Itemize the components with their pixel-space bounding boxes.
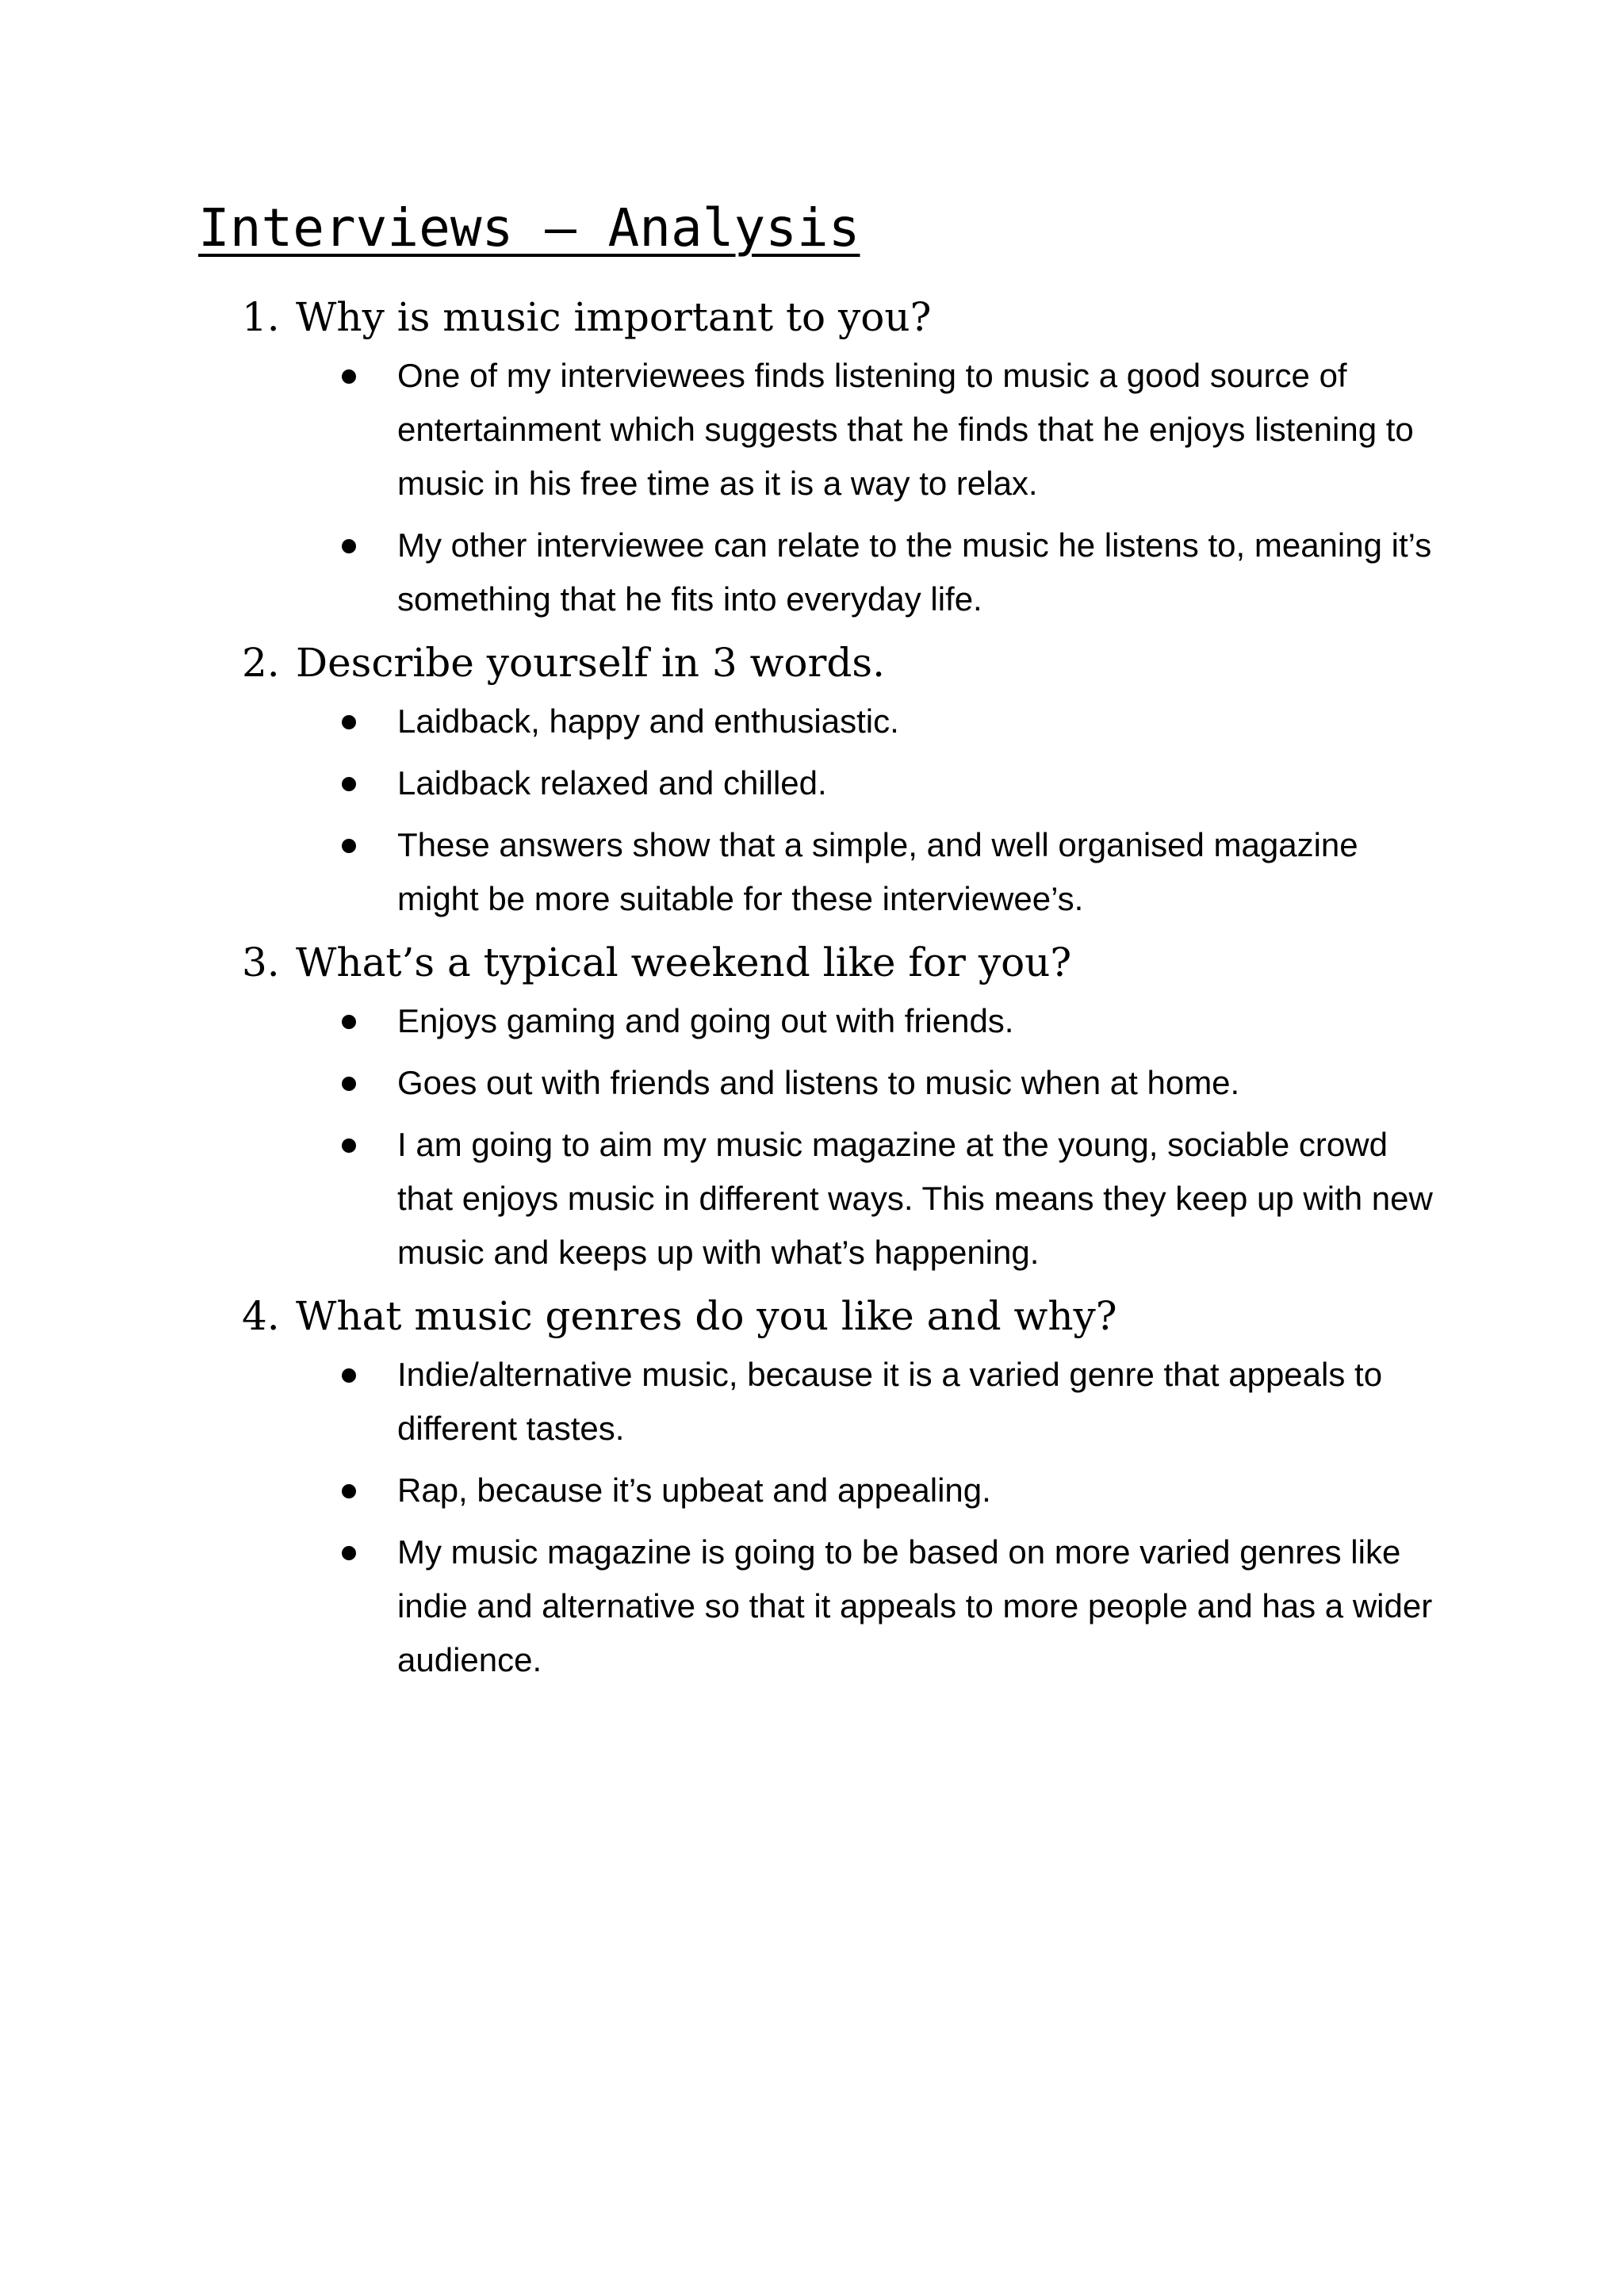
page-title: Interviews – Analysis [198,197,860,258]
list-item-text: My music magazine is going to be based on more varied genres like indie and alternative so that it appeals to more people and has a wider audience. [397,1533,1433,1678]
question-heading [242,634,1431,691]
list-item-text: My other interviewee can relate to the music he listens to, meaning it’s something that he fits into everyday life. [397,526,1432,618]
list-item [340,1464,1434,1517]
list-item-text: Enjoys gaming and going out with friends. [397,1002,1014,1039]
question-heading [242,289,1431,346]
answer-list [242,994,1434,1280]
list-item-text: These answers show that a simple, and well organised magazine might be more suitable for these interviewee’s. [397,826,1358,917]
bullet-icon [342,539,356,553]
bullet-icon [342,777,356,791]
list-item-text: Rap, because it’s upbeat and appealing. [397,1471,991,1509]
question-text: What’s a typical weekend like for you? [296,939,1072,985]
list-item-text: I am going to aim my music magazine at the young, sociable crowd that enjoys music in different ways. This means they keep up with new music and keeps up with what’s happening. [397,1126,1433,1271]
list-item [340,994,1434,1048]
question-item [242,289,1431,626]
question-text: Why is music important to you? [296,294,932,340]
list-item [340,349,1434,511]
question-number: 2. [242,640,280,686]
question-number: 4. [242,1293,280,1339]
question-text: Describe yourself in 3 words. [296,640,885,686]
list-item [340,756,1434,810]
question-item [242,634,1431,926]
list-item-text: One of my interviewees finds listening to music a good source of entertainment which suggests that he finds that he enjoys listening to music in his free time as it is a way to relax. [397,357,1414,502]
bullet-icon [342,1368,356,1383]
list-item-text: Indie/alternative music, because it is a varied genre that appeals to different tastes. [397,1356,1383,1447]
question-item [242,934,1431,1280]
list-item [340,695,1434,748]
question-heading [242,1288,1431,1345]
list-item-text: Goes out with friends and listens to music when at home. [397,1064,1240,1101]
bullet-icon [342,839,356,853]
list-item [340,1118,1434,1280]
list-item [340,1525,1434,1687]
bullet-icon [342,1015,356,1029]
list-item [340,519,1434,626]
bullet-icon [342,1484,356,1498]
question-number: 1. [242,294,280,340]
bullet-icon [342,1138,356,1153]
question-item [242,1288,1431,1687]
bullet-icon [342,369,356,384]
question-number: 3. [242,939,280,985]
bullet-icon [342,715,356,729]
answer-list [242,1348,1434,1687]
question-heading [242,934,1431,991]
answer-list [242,349,1434,626]
question-text: What music genres do you like and why? [296,1293,1117,1339]
answer-list [242,695,1434,926]
list-item-text: Laidback, happy and enthusiastic. [397,702,899,740]
bullet-icon [342,1546,356,1560]
list-item-text: Laidback relaxed and chilled. [397,764,827,802]
list-item [340,818,1434,926]
bullet-icon [342,1077,356,1091]
list-item [340,1348,1434,1456]
question-list [242,289,1431,1695]
list-item [340,1056,1434,1110]
